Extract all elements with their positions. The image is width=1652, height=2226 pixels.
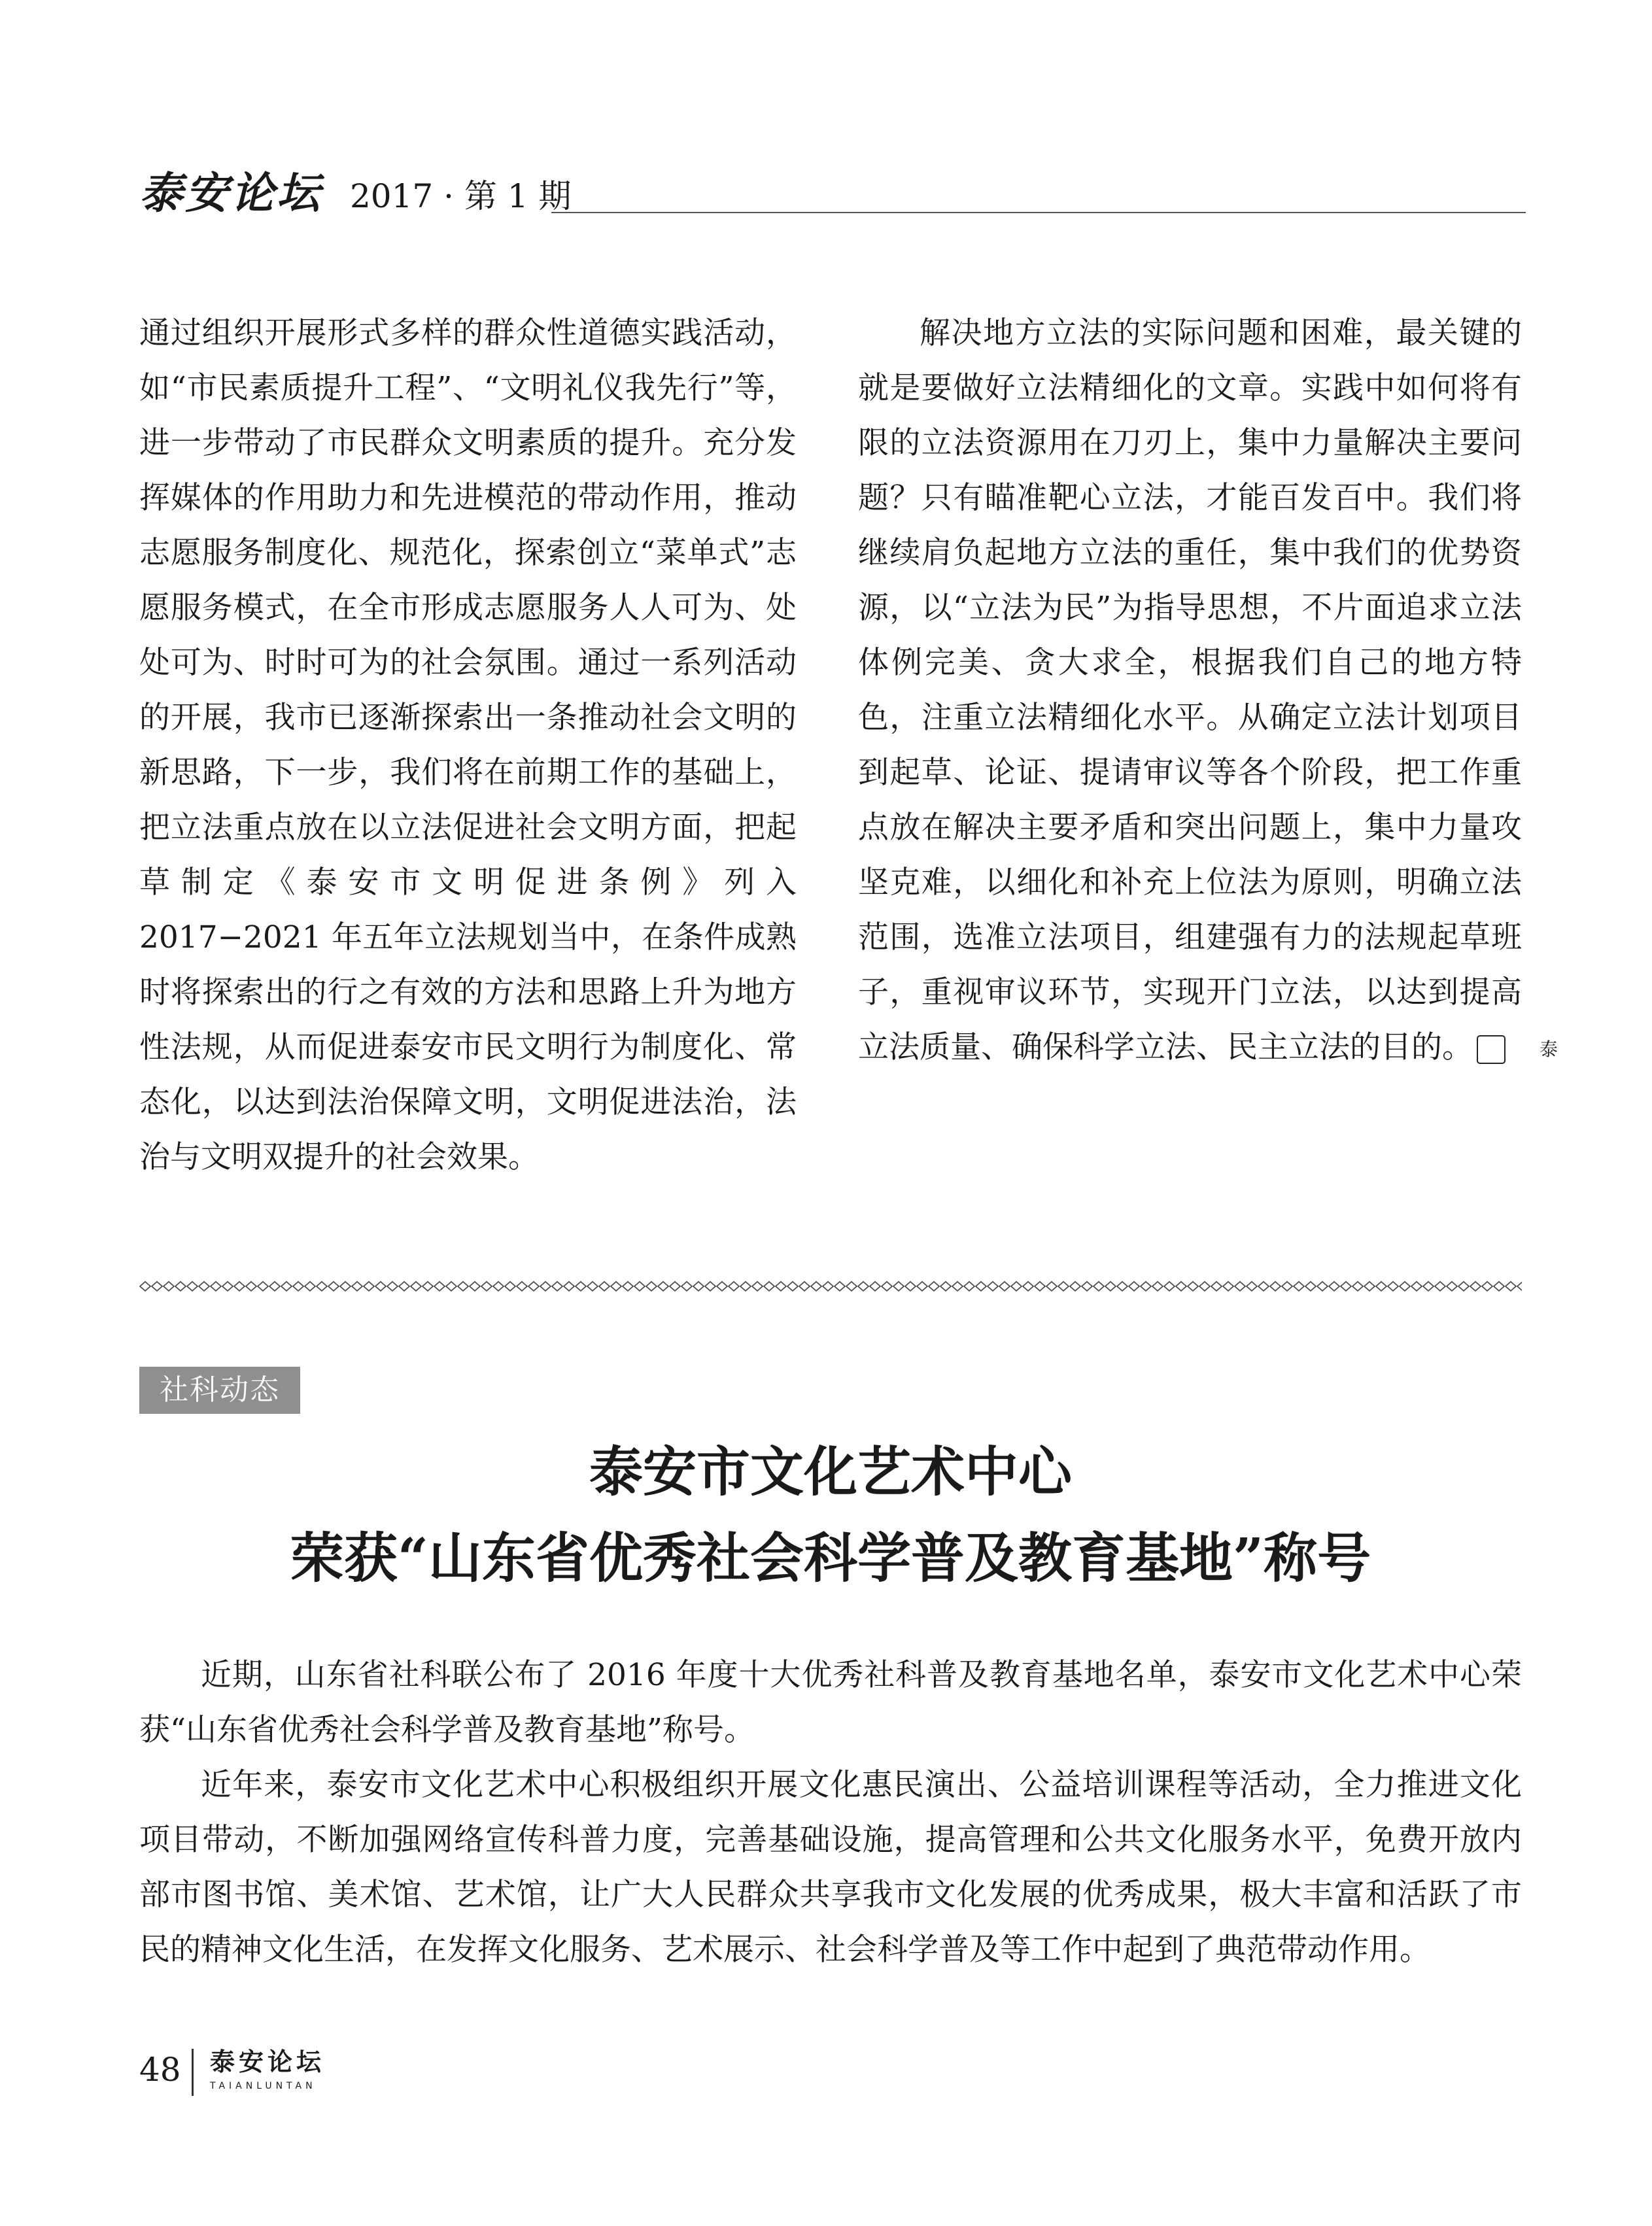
footer-brand-pinyin: TAIANLUNTAN bbox=[210, 2081, 317, 2091]
article-body bbox=[139, 1648, 1522, 1978]
diamond-divider bbox=[139, 1278, 1522, 1294]
footer-brand: 泰安论坛 bbox=[210, 2047, 326, 2076]
page-footer bbox=[139, 2044, 532, 2102]
article-paragraph-1: 近期，山东省社科联公布了 2016 年度十大优秀社科普及教育基地名单，泰安市文化艺术中心荣获“山东省优秀社会科学普及教育基地”称号。 bbox=[139, 1657, 1522, 1748]
article-title-line2: 荣获“山东省优秀社会科学普及教育基地”称号 bbox=[290, 1527, 1371, 1590]
article-title-line1: 泰安市文化艺术中心 bbox=[589, 1441, 1072, 1503]
journal-title: 泰安论坛 bbox=[139, 167, 322, 218]
footer-divider bbox=[192, 2049, 194, 2096]
page-number: 48 bbox=[139, 2051, 181, 2089]
section-tag: 社科动态 bbox=[139, 1367, 300, 1414]
right-column bbox=[858, 306, 1558, 1075]
left-column bbox=[139, 306, 797, 1185]
end-mark-icon: 泰 bbox=[1477, 1035, 1506, 1064]
issue-label: 2017 · 第 1 期 bbox=[350, 177, 572, 215]
page-header bbox=[139, 167, 1526, 218]
header-rule bbox=[551, 212, 1526, 213]
left-column-paragraph: 通过组织开展形式多样的群众性道德实践活动，如“市民素质提升工程”、“文明礼仪我先行”等，进一步带动了市民群众文明素质的提升。充分发挥媒体的作用助力和先进模范的带动作用，推动志愿服务制度化、规范化，探索创立“菜单式”志愿服务模式，在全市形成志愿服务人人可为、处处可为、时时可为的社会氛围。通过一系列活动的开展，我市已逐渐探索出一条推动社会文明的新思路，下一步，我们将在前期工作的基础上，把立法重点放在以立法促进社会文明方面，把起草制定《泰安市文明促进条例》列入 2017−2021 年五年立法规划当中，在条件成熟时将探索出的行之有效的方法和思路上升为地方性法规，从而促进泰安市民文明行为制度化、常态化，以达到法治保障文明，文明促进法治，法治与文明双提升的社会效果。 bbox=[139, 315, 797, 1175]
article-paragraph-2: 近年来，泰安市文化艺术中心积极组织开展文化惠民演出、公益培训课程等活动，全力推进文化项目带动，不断加强网络宣传科普力度，完善基础设施，提高管理和公共文化服务水平，免费开放内部市图书馆、美术馆、艺术馆，让广大人民群众共享我市文化发展的优秀成果，极大丰富和活跃了市民的精神文化生活，在发挥文化服务、艺术展示、社会科学普及等工作中起到了典范带动作用。 bbox=[139, 1767, 1522, 1968]
right-column-paragraph bbox=[858, 306, 1558, 1075]
right-column-text: 解决地方立法的实际问题和困难，最关键的就是要做好立法精细化的文章。实践中如何将有限的立法资源用在刀刃上，集中力量解决主要问题？只有瞄准靶心立法，才能百发百中。我们将继续肩负起地方立法的重任，集中我们的优势资源，以“立法为民”为指导思想，不片面追求立法体例完美、贪大求全，根据我们自己的地方特色，注重立法精细化水平。从确定立法计划项目到起草、论证、提请审议等各个阶段，把工作重点放在解决主要矛盾和突出问题上，集中力量攻坚克难，以细化和补充上位法为原则，明确立法范围，选准立法项目，组建强有力的法规起草班子，重视审议环节，实现开门立法，以达到提高立法质量、确保科学立法、民主立法的目的。 bbox=[858, 315, 1522, 1065]
article-title bbox=[139, 1429, 1522, 1601]
